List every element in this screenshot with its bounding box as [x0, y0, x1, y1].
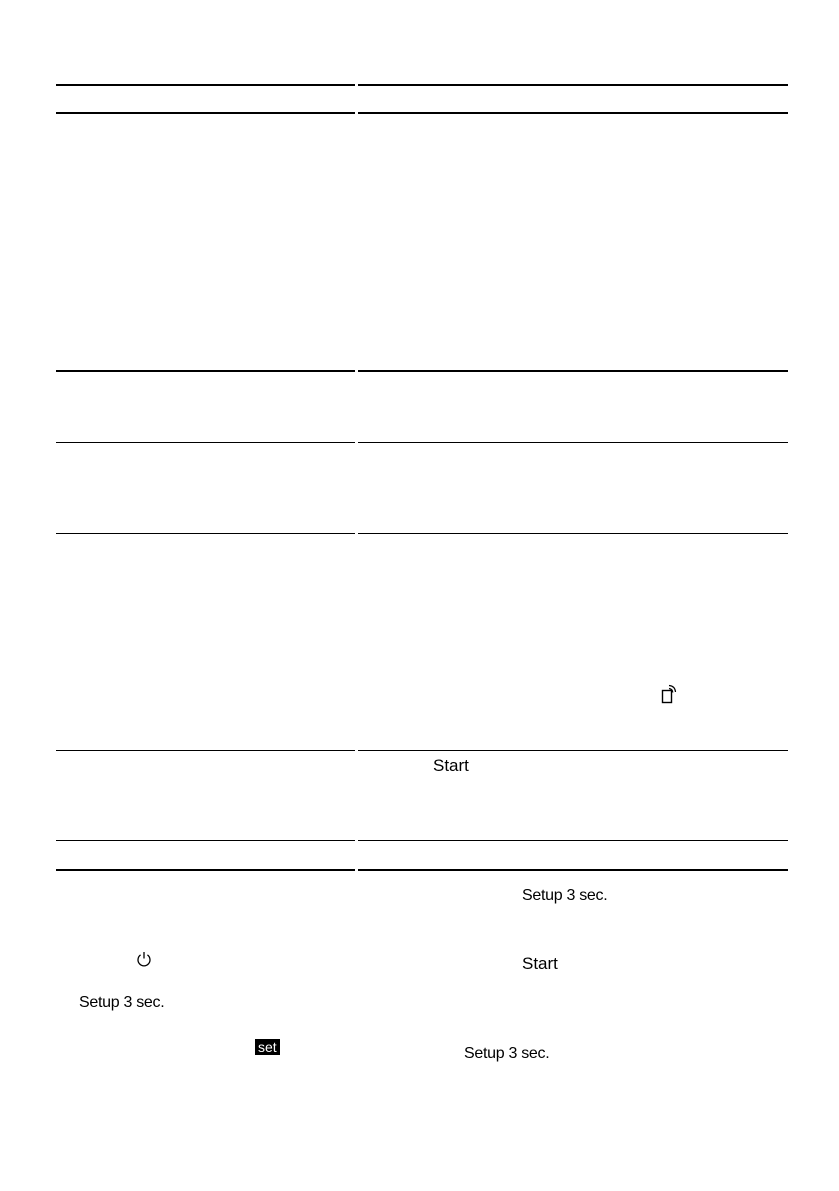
row-rule-right — [358, 370, 788, 372]
setup-label: Setup 3 sec. — [522, 887, 608, 904]
table-top-rule-right — [358, 84, 788, 86]
row-rule-right — [358, 442, 788, 443]
start-label: Start — [522, 954, 558, 973]
setup-label: Setup 3 sec. — [464, 1045, 550, 1062]
row-rule-right — [358, 533, 788, 534]
row-rule-left — [56, 370, 355, 372]
table-header-rule-right — [358, 112, 788, 114]
table2-header-rule-left — [56, 869, 355, 871]
row-rule-right — [358, 840, 788, 841]
table-header-rule-left — [56, 112, 355, 114]
start-label: Start — [433, 756, 469, 775]
table-top-rule-left — [56, 84, 355, 86]
row-rule-left — [56, 533, 355, 534]
set-badge: set — [255, 1039, 280, 1055]
setup-label: Setup 3 sec. — [79, 994, 165, 1011]
power-icon — [136, 951, 152, 972]
table2-header-rule-right — [358, 869, 788, 871]
row-rule-left — [56, 442, 355, 443]
row-rule-left — [56, 750, 355, 751]
remote-start-icon — [661, 684, 679, 709]
row-rule-right — [358, 750, 788, 751]
row-rule-left — [56, 840, 355, 841]
